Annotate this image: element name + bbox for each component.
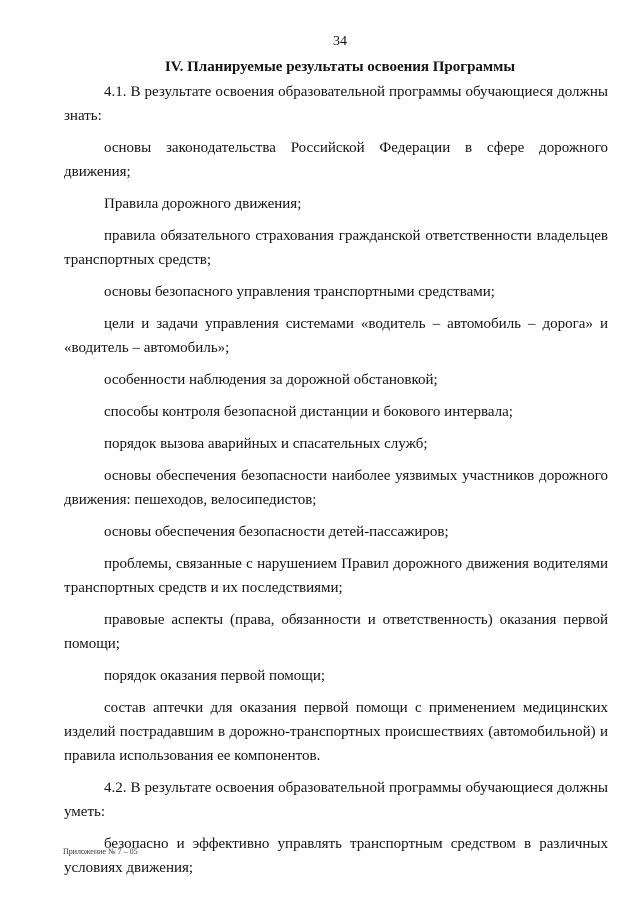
page-number: 34	[333, 34, 347, 49]
paragraph: Правила дорожного движения;	[104, 196, 302, 212]
section-heading: IV. Планируемые результаты освоения Программы	[164, 59, 516, 75]
paragraph: 4.2. В результате освоения образовательной программы обучающиеся должны уметь:	[64, 780, 608, 820]
document-body	[64, 80, 608, 888]
paragraph: правовые аспекты (права, обязанности и ответственность) оказания первой помощи;	[64, 612, 608, 652]
paragraph: основы обеспечения безопасности детей-пассажиров;	[104, 524, 449, 540]
paragraph: способы контроля безопасной дистанции и бокового интервала;	[104, 404, 513, 420]
paragraph: основы законодательства Российской Федерации в сфере дорожного движения;	[64, 140, 608, 180]
paragraph: проблемы, связанные с нарушением Правил дорожного движения водителями транспортных средств и их последствиями;	[64, 556, 608, 596]
paragraph: порядок вызова аварийных и спасательных служб;	[104, 436, 428, 452]
paragraph: цели и задачи управления системами «водитель – автомобиль – дорога» и «водитель – автомобиль»;	[64, 316, 608, 356]
paragraph: основы безопасного управления транспортными средствами;	[104, 284, 495, 300]
paragraph: правила обязательного страхования гражданской ответственности владельцев транспортных средств;	[64, 228, 608, 268]
paragraph: 4.1. В результате освоения образовательной программы обучающиеся должны знать:	[64, 84, 608, 124]
paragraph: порядок оказания первой помощи;	[104, 668, 326, 684]
footer-annex-label: Приложение № 7 – 05	[63, 847, 138, 856]
paragraph: безопасно и эффективно управлять транспортным средством в различных условиях движения;	[64, 836, 608, 876]
paragraph: состав аптечки для оказания первой помощи с применением медицинских изделий пострадавшим в дорожно-транспортных происшествиях (автомобильной) и правила использования ее компонентов.	[64, 700, 608, 764]
paragraph: особенности наблюдения за дорожной обстановкой;	[104, 372, 438, 388]
paragraph: основы обеспечения безопасности наиболее уязвимых участников дорожного движения: пешеходов, велосипедистов;	[64, 468, 608, 508]
